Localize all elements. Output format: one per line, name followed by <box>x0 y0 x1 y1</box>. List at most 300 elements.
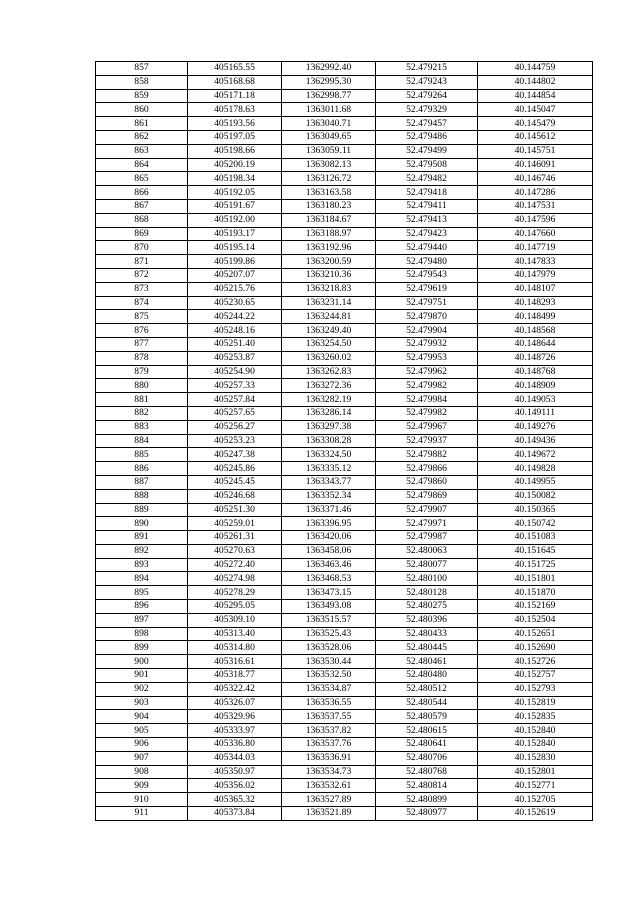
longitude-cell: 40.144759 <box>478 62 593 76</box>
x-coordinate-cell: 405171.18 <box>188 89 282 103</box>
y-coordinate-cell: 1362998.77 <box>282 89 376 103</box>
point-number-cell: 887 <box>96 475 188 489</box>
point-number-cell: 885 <box>96 448 188 462</box>
y-coordinate-cell: 1363272.36 <box>282 379 376 393</box>
latitude-cell: 52.479967 <box>376 420 478 434</box>
table-row <box>96 489 593 503</box>
table-row <box>96 765 593 779</box>
longitude-cell: 40.152830 <box>478 751 593 765</box>
x-coordinate-cell: 405245.86 <box>188 462 282 476</box>
y-coordinate-cell: 1363534.87 <box>282 682 376 696</box>
longitude-cell: 40.152651 <box>478 627 593 641</box>
x-coordinate-cell: 405168.68 <box>188 75 282 89</box>
latitude-cell: 52.479619 <box>376 282 478 296</box>
point-number-cell: 898 <box>96 627 188 641</box>
x-coordinate-cell: 405251.30 <box>188 503 282 517</box>
y-coordinate-cell: 1363163.58 <box>282 186 376 200</box>
x-coordinate-cell: 405257.84 <box>188 393 282 407</box>
y-coordinate-cell: 1363537.76 <box>282 738 376 752</box>
longitude-cell: 40.152757 <box>478 669 593 683</box>
y-coordinate-cell: 1363231.14 <box>282 296 376 310</box>
latitude-cell: 52.479932 <box>376 337 478 351</box>
latitude-cell: 52.480275 <box>376 600 478 614</box>
y-coordinate-cell: 1363188.97 <box>282 227 376 241</box>
latitude-cell: 52.480100 <box>376 572 478 586</box>
longitude-cell: 40.152801 <box>478 765 593 779</box>
point-number-cell: 891 <box>96 531 188 545</box>
table-row <box>96 351 593 365</box>
longitude-cell: 40.152835 <box>478 710 593 724</box>
x-coordinate-cell: 405272.40 <box>188 558 282 572</box>
point-number-cell: 871 <box>96 255 188 269</box>
table-row <box>96 186 593 200</box>
y-coordinate-cell: 1363335.12 <box>282 462 376 476</box>
point-number-cell: 881 <box>96 393 188 407</box>
x-coordinate-cell: 405199.86 <box>188 255 282 269</box>
x-coordinate-cell: 405178.63 <box>188 103 282 117</box>
x-coordinate-cell: 405198.34 <box>188 172 282 186</box>
x-coordinate-cell: 405192.00 <box>188 213 282 227</box>
table-row <box>96 241 593 255</box>
x-coordinate-cell: 405314.80 <box>188 641 282 655</box>
longitude-cell: 40.148499 <box>478 310 593 324</box>
longitude-cell: 40.148293 <box>478 296 593 310</box>
x-coordinate-cell: 405257.33 <box>188 379 282 393</box>
table-row <box>96 475 593 489</box>
table-row <box>96 600 593 614</box>
latitude-cell: 52.480579 <box>376 710 478 724</box>
point-number-cell: 872 <box>96 268 188 282</box>
point-number-cell: 893 <box>96 558 188 572</box>
table-row <box>96 393 593 407</box>
latitude-cell: 52.479480 <box>376 255 478 269</box>
latitude-cell: 52.480063 <box>376 544 478 558</box>
latitude-cell: 52.480512 <box>376 682 478 696</box>
longitude-cell: 40.149672 <box>478 448 593 462</box>
point-number-cell: 910 <box>96 793 188 807</box>
table-row <box>96 531 593 545</box>
y-coordinate-cell: 1363210.36 <box>282 268 376 282</box>
point-number-cell: 895 <box>96 586 188 600</box>
point-number-cell: 908 <box>96 765 188 779</box>
latitude-cell: 52.479987 <box>376 531 478 545</box>
longitude-cell: 40.152705 <box>478 793 593 807</box>
latitude-cell: 52.479243 <box>376 75 478 89</box>
y-coordinate-cell: 1363521.89 <box>282 807 376 821</box>
x-coordinate-cell: 405326.07 <box>188 696 282 710</box>
table-row <box>96 655 593 669</box>
table-row <box>96 779 593 793</box>
longitude-cell: 40.152690 <box>478 641 593 655</box>
table-row <box>96 627 593 641</box>
y-coordinate-cell: 1363218.83 <box>282 282 376 296</box>
point-number-cell: 864 <box>96 158 188 172</box>
latitude-cell: 52.480899 <box>376 793 478 807</box>
longitude-cell: 40.144802 <box>478 75 593 89</box>
table-row <box>96 89 593 103</box>
x-coordinate-cell: 405274.98 <box>188 572 282 586</box>
longitude-cell: 40.147719 <box>478 241 593 255</box>
x-coordinate-cell: 405247.38 <box>188 448 282 462</box>
latitude-cell: 52.479215 <box>376 62 478 76</box>
table-row <box>96 337 593 351</box>
table-row <box>96 434 593 448</box>
latitude-cell: 52.480445 <box>376 641 478 655</box>
table-row <box>96 103 593 117</box>
table-row <box>96 669 593 683</box>
latitude-cell: 52.480641 <box>376 738 478 752</box>
point-number-cell: 902 <box>96 682 188 696</box>
y-coordinate-cell: 1363536.55 <box>282 696 376 710</box>
latitude-cell: 52.479870 <box>376 310 478 324</box>
point-number-cell: 884 <box>96 434 188 448</box>
y-coordinate-cell: 1362992.40 <box>282 62 376 76</box>
y-coordinate-cell: 1363184.67 <box>282 213 376 227</box>
table-row <box>96 324 593 338</box>
latitude-cell: 52.479907 <box>376 503 478 517</box>
latitude-cell: 52.480544 <box>376 696 478 710</box>
point-number-cell: 896 <box>96 600 188 614</box>
point-number-cell: 900 <box>96 655 188 669</box>
point-number-cell: 911 <box>96 807 188 821</box>
longitude-cell: 40.149111 <box>478 406 593 420</box>
latitude-cell: 52.479440 <box>376 241 478 255</box>
x-coordinate-cell: 405244.22 <box>188 310 282 324</box>
latitude-cell: 52.479329 <box>376 103 478 117</box>
y-coordinate-cell: 1363343.77 <box>282 475 376 489</box>
longitude-cell: 40.145612 <box>478 130 593 144</box>
point-number-cell: 897 <box>96 613 188 627</box>
longitude-cell: 40.147531 <box>478 199 593 213</box>
point-number-cell: 874 <box>96 296 188 310</box>
longitude-cell: 40.148107 <box>478 282 593 296</box>
longitude-cell: 40.147286 <box>478 186 593 200</box>
y-coordinate-cell: 1363515.57 <box>282 613 376 627</box>
point-number-cell: 905 <box>96 724 188 738</box>
y-coordinate-cell: 1363040.71 <box>282 117 376 131</box>
y-coordinate-cell: 1363254.50 <box>282 337 376 351</box>
latitude-cell: 52.480977 <box>376 807 478 821</box>
x-coordinate-cell: 405251.40 <box>188 337 282 351</box>
point-number-cell: 907 <box>96 751 188 765</box>
y-coordinate-cell: 1363192.96 <box>282 241 376 255</box>
longitude-cell: 40.145751 <box>478 144 593 158</box>
table-row <box>96 379 593 393</box>
table-row <box>96 255 593 269</box>
table-row <box>96 172 593 186</box>
latitude-cell: 52.480615 <box>376 724 478 738</box>
point-number-cell: 865 <box>96 172 188 186</box>
y-coordinate-cell: 1363473.15 <box>282 586 376 600</box>
table-row <box>96 724 593 738</box>
x-coordinate-cell: 405373.84 <box>188 807 282 821</box>
latitude-cell: 52.480480 <box>376 669 478 683</box>
longitude-cell: 40.149276 <box>478 420 593 434</box>
longitude-cell: 40.146746 <box>478 172 593 186</box>
longitude-cell: 40.152504 <box>478 613 593 627</box>
longitude-cell: 40.152793 <box>478 682 593 696</box>
table-row <box>96 682 593 696</box>
longitude-cell: 40.147660 <box>478 227 593 241</box>
longitude-cell: 40.152771 <box>478 779 593 793</box>
point-number-cell: 877 <box>96 337 188 351</box>
x-coordinate-cell: 405192.05 <box>188 186 282 200</box>
latitude-cell: 52.480706 <box>376 751 478 765</box>
longitude-cell: 40.146091 <box>478 158 593 172</box>
x-coordinate-cell: 405165.55 <box>188 62 282 76</box>
point-number-cell: 857 <box>96 62 188 76</box>
y-coordinate-cell: 1363260.02 <box>282 351 376 365</box>
longitude-cell: 40.150365 <box>478 503 593 517</box>
latitude-cell: 52.479982 <box>376 379 478 393</box>
latitude-cell: 52.479411 <box>376 199 478 213</box>
latitude-cell: 52.479866 <box>376 462 478 476</box>
y-coordinate-cell: 1363200.59 <box>282 255 376 269</box>
point-number-cell: 899 <box>96 641 188 655</box>
x-coordinate-cell: 405195.14 <box>188 241 282 255</box>
y-coordinate-cell: 1363059.11 <box>282 144 376 158</box>
x-coordinate-cell: 405256.27 <box>188 420 282 434</box>
longitude-cell: 40.147833 <box>478 255 593 269</box>
latitude-cell: 52.480128 <box>376 586 478 600</box>
table-row <box>96 62 593 76</box>
latitude-cell: 52.480077 <box>376 558 478 572</box>
longitude-cell: 40.152726 <box>478 655 593 669</box>
longitude-cell: 40.152169 <box>478 600 593 614</box>
longitude-cell: 40.151801 <box>478 572 593 586</box>
x-coordinate-cell: 405278.29 <box>188 586 282 600</box>
y-coordinate-cell: 1363528.06 <box>282 641 376 655</box>
y-coordinate-cell: 1363371.46 <box>282 503 376 517</box>
latitude-cell: 52.479264 <box>376 89 478 103</box>
x-coordinate-cell: 405295.05 <box>188 600 282 614</box>
point-number-cell: 904 <box>96 710 188 724</box>
y-coordinate-cell: 1363282.19 <box>282 393 376 407</box>
point-number-cell: 862 <box>96 130 188 144</box>
table-row <box>96 807 593 821</box>
table-row <box>96 282 593 296</box>
table-row <box>96 117 593 131</box>
y-coordinate-cell: 1363286.14 <box>282 406 376 420</box>
latitude-cell: 52.480433 <box>376 627 478 641</box>
y-coordinate-cell: 1363493.08 <box>282 600 376 614</box>
latitude-cell: 52.479962 <box>376 365 478 379</box>
longitude-cell: 40.149828 <box>478 462 593 476</box>
longitude-cell: 40.148568 <box>478 324 593 338</box>
table-row <box>96 613 593 627</box>
point-number-cell: 882 <box>96 406 188 420</box>
y-coordinate-cell: 1363049.65 <box>282 130 376 144</box>
y-coordinate-cell: 1363532.61 <box>282 779 376 793</box>
x-coordinate-cell: 405313.40 <box>188 627 282 641</box>
latitude-cell: 52.480396 <box>376 613 478 627</box>
table-row <box>96 586 593 600</box>
longitude-cell: 40.145047 <box>478 103 593 117</box>
longitude-cell: 40.151725 <box>478 558 593 572</box>
longitude-cell: 40.149436 <box>478 434 593 448</box>
point-number-cell: 859 <box>96 89 188 103</box>
point-number-cell: 889 <box>96 503 188 517</box>
y-coordinate-cell: 1363308.28 <box>282 434 376 448</box>
x-coordinate-cell: 405259.01 <box>188 517 282 531</box>
table-row <box>96 75 593 89</box>
point-number-cell: 894 <box>96 572 188 586</box>
x-coordinate-cell: 405333.97 <box>188 724 282 738</box>
table-row <box>96 310 593 324</box>
point-number-cell: 903 <box>96 696 188 710</box>
x-coordinate-cell: 405329.96 <box>188 710 282 724</box>
latitude-cell: 52.479953 <box>376 351 478 365</box>
y-coordinate-cell: 1363352.34 <box>282 489 376 503</box>
table-row <box>96 793 593 807</box>
point-number-cell: 875 <box>96 310 188 324</box>
y-coordinate-cell: 1363537.82 <box>282 724 376 738</box>
x-coordinate-cell: 405207.07 <box>188 268 282 282</box>
point-number-cell: 883 <box>96 420 188 434</box>
table-row <box>96 558 593 572</box>
y-coordinate-cell: 1363082.13 <box>282 158 376 172</box>
y-coordinate-cell: 1363530.44 <box>282 655 376 669</box>
y-coordinate-cell: 1363180.23 <box>282 199 376 213</box>
x-coordinate-cell: 405246.68 <box>188 489 282 503</box>
latitude-cell: 52.479904 <box>376 324 478 338</box>
x-coordinate-cell: 405193.17 <box>188 227 282 241</box>
point-number-cell: 870 <box>96 241 188 255</box>
point-number-cell: 901 <box>96 669 188 683</box>
table-row <box>96 462 593 476</box>
x-coordinate-cell: 405261.31 <box>188 531 282 545</box>
x-coordinate-cell: 405193.56 <box>188 117 282 131</box>
latitude-cell: 52.479860 <box>376 475 478 489</box>
x-coordinate-cell: 405356.02 <box>188 779 282 793</box>
longitude-cell: 40.150082 <box>478 489 593 503</box>
table-row <box>96 572 593 586</box>
point-number-cell: 906 <box>96 738 188 752</box>
x-coordinate-cell: 405350.97 <box>188 765 282 779</box>
point-number-cell: 886 <box>96 462 188 476</box>
point-number-cell: 879 <box>96 365 188 379</box>
longitude-cell: 40.152840 <box>478 724 593 738</box>
longitude-cell: 40.151870 <box>478 586 593 600</box>
latitude-cell: 52.479982 <box>376 406 478 420</box>
longitude-cell: 40.149053 <box>478 393 593 407</box>
table-row <box>96 406 593 420</box>
table-row <box>96 710 593 724</box>
table-row <box>96 503 593 517</box>
longitude-cell: 40.151645 <box>478 544 593 558</box>
longitude-cell: 40.148768 <box>478 365 593 379</box>
latitude-cell: 52.479457 <box>376 117 478 131</box>
table-row <box>96 751 593 765</box>
longitude-cell: 40.151083 <box>478 531 593 545</box>
latitude-cell: 52.479937 <box>376 434 478 448</box>
x-coordinate-cell: 405257.65 <box>188 406 282 420</box>
x-coordinate-cell: 405322.42 <box>188 682 282 696</box>
point-number-cell: 890 <box>96 517 188 531</box>
longitude-cell: 40.144854 <box>478 89 593 103</box>
longitude-cell: 40.148726 <box>478 351 593 365</box>
x-coordinate-cell: 405253.23 <box>188 434 282 448</box>
point-number-cell: 860 <box>96 103 188 117</box>
point-number-cell: 861 <box>96 117 188 131</box>
x-coordinate-cell: 405248.16 <box>188 324 282 338</box>
table-row <box>96 213 593 227</box>
latitude-cell: 52.479423 <box>376 227 478 241</box>
longitude-cell: 40.152819 <box>478 696 593 710</box>
x-coordinate-cell: 405230.65 <box>188 296 282 310</box>
y-coordinate-cell: 1363244.81 <box>282 310 376 324</box>
longitude-cell: 40.152619 <box>478 807 593 821</box>
y-coordinate-cell: 1363525.43 <box>282 627 376 641</box>
table-row <box>96 268 593 282</box>
y-coordinate-cell: 1363532.50 <box>282 669 376 683</box>
x-coordinate-cell: 405215.76 <box>188 282 282 296</box>
y-coordinate-cell: 1363463.46 <box>282 558 376 572</box>
x-coordinate-cell: 405309.10 <box>188 613 282 627</box>
y-coordinate-cell: 1363249.40 <box>282 324 376 338</box>
table-row <box>96 296 593 310</box>
latitude-cell: 52.479543 <box>376 268 478 282</box>
table-row <box>96 448 593 462</box>
point-number-cell: 868 <box>96 213 188 227</box>
y-coordinate-cell: 1363534.73 <box>282 765 376 779</box>
x-coordinate-cell: 405200.19 <box>188 158 282 172</box>
table-row <box>96 144 593 158</box>
latitude-cell: 52.479984 <box>376 393 478 407</box>
y-coordinate-cell: 1363537.55 <box>282 710 376 724</box>
table-row <box>96 130 593 144</box>
coordinates-table-body <box>96 62 593 821</box>
table-row <box>96 738 593 752</box>
y-coordinate-cell: 1363536.91 <box>282 751 376 765</box>
latitude-cell: 52.480461 <box>376 655 478 669</box>
y-coordinate-cell: 1363396.95 <box>282 517 376 531</box>
x-coordinate-cell: 405197.05 <box>188 130 282 144</box>
point-number-cell: 876 <box>96 324 188 338</box>
point-number-cell: 892 <box>96 544 188 558</box>
latitude-cell: 52.479413 <box>376 213 478 227</box>
y-coordinate-cell: 1363011.68 <box>282 103 376 117</box>
table-row <box>96 227 593 241</box>
x-coordinate-cell: 405270.63 <box>188 544 282 558</box>
y-coordinate-cell: 1362995.30 <box>282 75 376 89</box>
x-coordinate-cell: 405253.87 <box>188 351 282 365</box>
longitude-cell: 40.147979 <box>478 268 593 282</box>
point-number-cell: 858 <box>96 75 188 89</box>
latitude-cell: 52.479499 <box>376 144 478 158</box>
longitude-cell: 40.148909 <box>478 379 593 393</box>
x-coordinate-cell: 405191.67 <box>188 199 282 213</box>
latitude-cell: 52.479751 <box>376 296 478 310</box>
x-coordinate-cell: 405365.32 <box>188 793 282 807</box>
latitude-cell: 52.479971 <box>376 517 478 531</box>
x-coordinate-cell: 405316.61 <box>188 655 282 669</box>
y-coordinate-cell: 1363458.06 <box>282 544 376 558</box>
table-row <box>96 158 593 172</box>
longitude-cell: 40.152840 <box>478 738 593 752</box>
latitude-cell: 52.479869 <box>376 489 478 503</box>
longitude-cell: 40.149955 <box>478 475 593 489</box>
table-row <box>96 365 593 379</box>
latitude-cell: 52.479486 <box>376 130 478 144</box>
x-coordinate-cell: 405198.66 <box>188 144 282 158</box>
x-coordinate-cell: 405318.77 <box>188 669 282 683</box>
point-number-cell: 869 <box>96 227 188 241</box>
point-number-cell: 888 <box>96 489 188 503</box>
longitude-cell: 40.150742 <box>478 517 593 531</box>
point-number-cell: 878 <box>96 351 188 365</box>
table-row <box>96 517 593 531</box>
